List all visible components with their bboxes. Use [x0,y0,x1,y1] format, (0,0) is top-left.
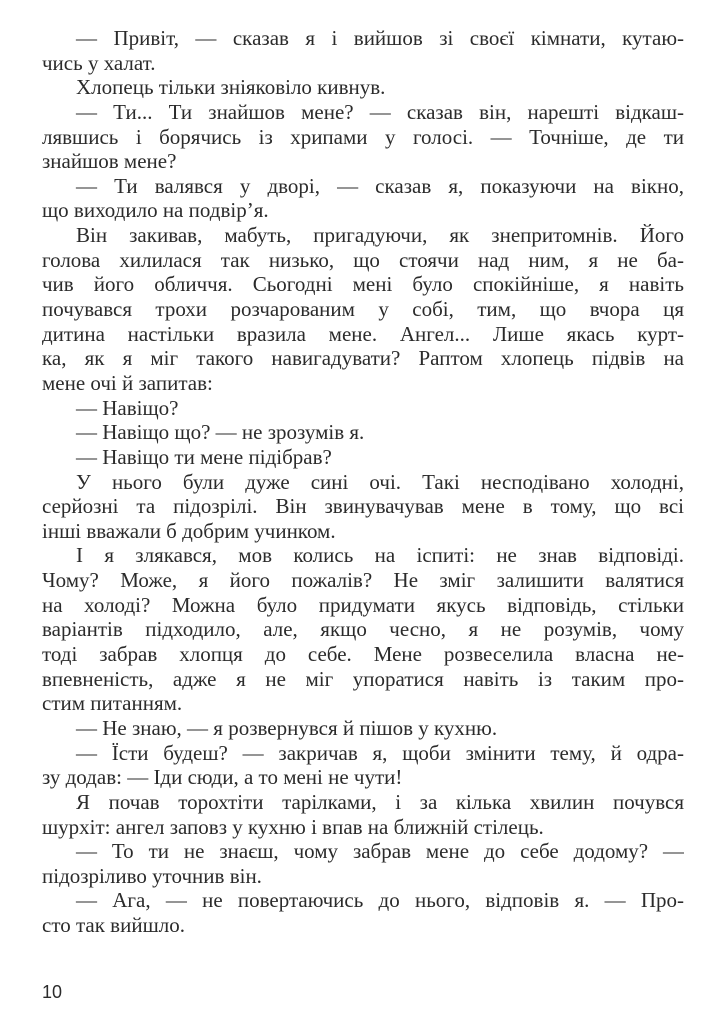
text-line: ка, як я міг такого навигадувати? Раптом хлопець підвів на [42,346,684,371]
text-line: — Їсти будеш? — закричав я, щоби змінити тему, й одра- [76,740,684,765]
text-line: стим питанням. [42,691,183,716]
text-line: дитина настільки вразила мене. Ангел... Лише якась курт- [42,321,684,346]
text-line: — Не знаю, — я розвернувся й пішов у кухню. [76,715,498,740]
text-line: зу додав: — Іди сюди, а то мені не чути! [42,765,403,790]
text-line: на холоді? Можна було придумати якусь відповідь, стільки [42,592,684,617]
text-line: впевненість, адже я не міг упоратися навіть із таким про- [42,666,684,691]
text-line: мене очі й запитав: [42,370,213,395]
text-line: почувався трохи розчарованим у собі, тим, що вчора ця [42,297,684,322]
text-line: Чому? Може, я його пожалів? Не зміг залишити валятися [42,568,684,593]
text-line: тоді забрав хлопця до себе. Мене розвеселила власна не- [42,642,684,667]
text-line: І я злякався, мов колись на іспиті: не знав відповіді. [76,543,684,568]
text-line: шурхіт: ангел заповз у кухню і впав на ближній стілець. [42,814,544,839]
text-line: інші вважали б добрим учинком. [42,518,336,543]
text-line: — То ти не знаєш, чому забрав мене до себе додому? — [76,839,684,864]
text-line: чив його обличчя. Сьогодні мені було спокійніше, я навіть [42,272,684,297]
text-line: що виходило на подвір’я. [42,198,269,223]
text-line: голова хилилася так низько, що стоячи над ним, я не ба- [42,247,684,272]
text-line: сто так вийшло. [42,913,185,938]
text-line: чись у халат. [42,50,156,75]
text-line: Я почав торохтіти тарілками, і за кілька хвилин почувся [76,789,684,814]
text-line: — Ти валявся у дворі, — сказав я, показуючи на вікно, [76,173,684,198]
text-line: серйозні та підозрілі. Він звинувачував мене в тому, що всі [42,494,684,519]
text-line: У нього були дуже сині очі. Такі несподівано холодні, [76,469,684,494]
text-line: — Привіт, — сказав я і вийшов зі своєї кімнати, кутаю- [76,26,684,50]
text-line: — Ти... Ти знайшов мене? — сказав він, нарешті відкаш- [76,99,684,124]
text-line: Хлопець тільки зніяковіло кивнув. [76,75,386,100]
text-line: знайшов мене? [42,149,177,174]
text-line: Він закивав, мабуть, пригадуючи, як знепритомнів. Його [76,223,684,248]
text-line: лявшись і борячись із хрипами у голосі. — Точніше, де ти [42,124,684,149]
text-line: — Навіщо ти мене підібрав? [76,444,332,469]
text-line: — Навіщо? [76,395,179,420]
text-line: — Ага, — не повертаючись до нього, відповів я. — Про- [76,888,684,913]
page-number: 10 [42,982,63,1002]
text-line: — Навіщо що? — не зрозумів я. [76,420,365,445]
text-line: варіантів підходило, але, якщо чесно, я не розумів, чому [42,617,684,642]
text-line: підозріливо уточнив він. [42,863,262,888]
page-body-text [42,26,684,938]
